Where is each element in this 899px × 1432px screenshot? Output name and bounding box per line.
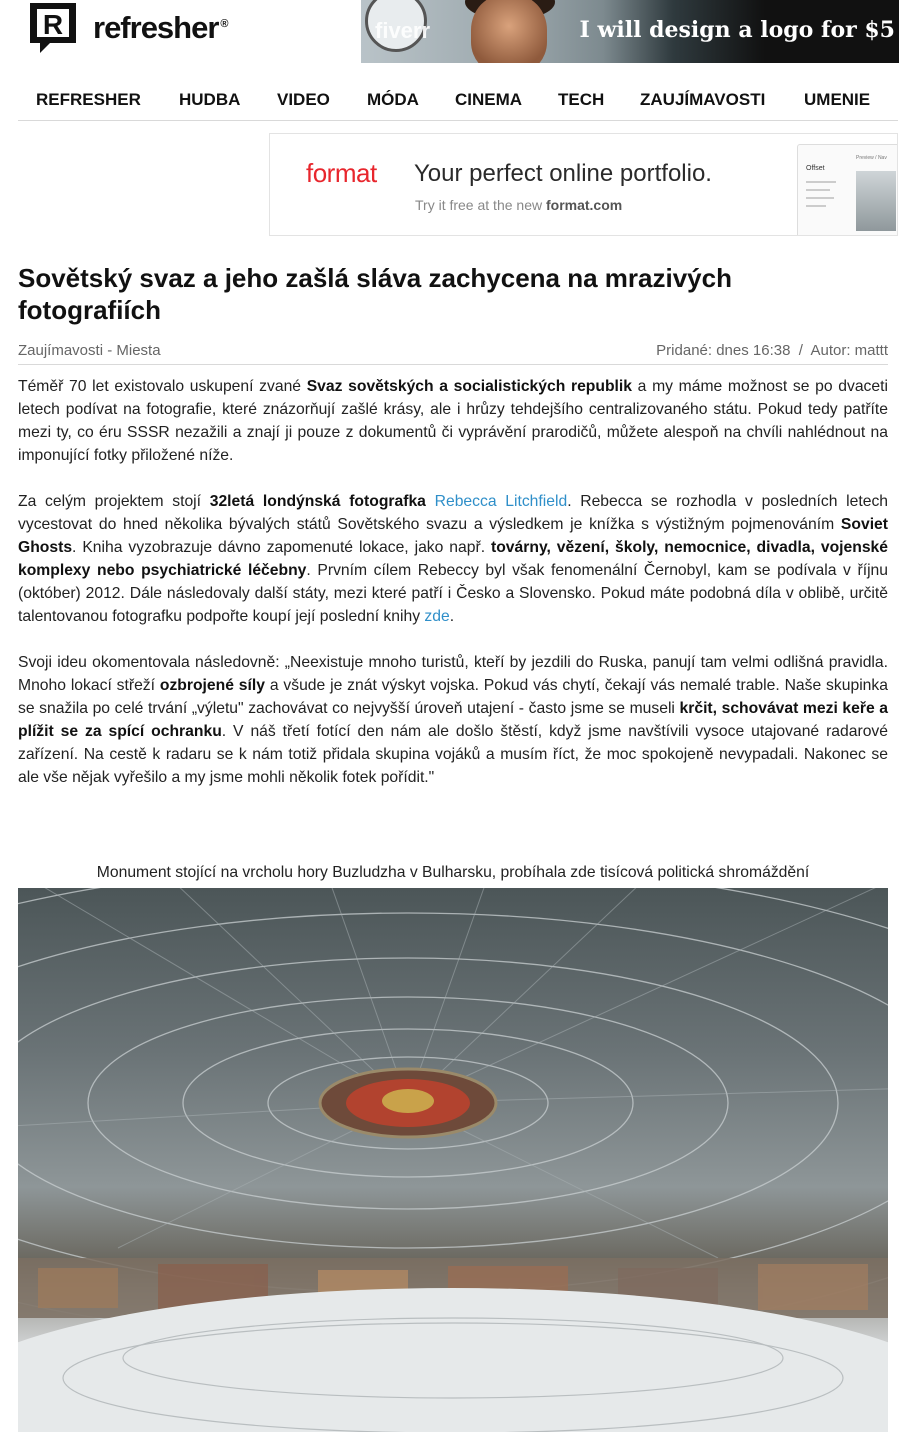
ad-headline: I will design a logo for $5 — [579, 17, 895, 43]
photo-caption: Monument stojící na vrcholu hory Buzludzha v Bulharsku, probíhala zde tisícová politická shromáždění — [96, 864, 810, 881]
format-ad-link[interactable]: format.com — [545, 197, 623, 213]
text: a my máme možnost se po dvaceti letech podívat na fotografie, které znázorňují zašlé krásy, ale i hrůzy tehdejšího centralizovaného státu. Pokud tedy patříte mezi ty, co éru SSSR nezažili a znají ji pouze z dokumentů či vyprávění prarodičů, můžete alespoň na chvíli nahlédnout na imponující fotky přiložené níže. — [18, 378, 888, 464]
bold-text: krčit, schovávat mezi keře a plížit se za spící ochranku — [18, 700, 888, 740]
mockup-photo — [856, 171, 896, 231]
nav-item-video[interactable]: VIDEO — [277, 90, 330, 109]
category-link[interactable]: Zaujímavosti — [18, 342, 104, 359]
text: Svoji ideu okomentovala následovně: „Neexistuje mnoho turistů, kteří by jezdili do Ruska, panují tam velmi odlišná pravidla. Mnoho lokací střeží — [18, 654, 888, 694]
bold-text: Soviet Ghosts — [18, 516, 888, 556]
mockup-line — [806, 181, 836, 183]
text: . V náš třetí fotící den nám ale došlo štěstí, když jsme navštívili vysoce utajované radarové zařízení. Na cestě k radaru se k nám totiž přidala skupina vojáků a musím říct, že moc spokojeně nevypadali. Nakonec se ale vše nějak vyřešilo a my jsme mohli několik fotek pořídit." — [18, 723, 888, 786]
format-ad-subtext — [415, 197, 622, 213]
text: . — [449, 608, 455, 625]
brand-name: refresher — [93, 10, 219, 45]
article-photo — [18, 888, 888, 1432]
main-nav — [18, 82, 898, 121]
nav-item-cinema[interactable]: CINEMA — [455, 90, 523, 109]
text: a všude je znát výskyt vojska. Pokud vás chytí, čekají vás nemalé trable. Naše skupinka se snažila po celé trvání „výletu" zachovávat co nejvyšší úroveň utajení - často jsme se museli — [18, 677, 888, 717]
photographer-link[interactable]: Rebecca Litchfield — [434, 493, 568, 510]
article-info — [656, 342, 888, 359]
paragraph-2 — [18, 490, 888, 628]
paragraph-1 — [18, 375, 888, 467]
paragraph-3 — [18, 651, 888, 789]
meta-separator: / — [790, 342, 811, 359]
bold-text: 32letá londýnská fotografka — [209, 493, 426, 510]
brand-registered-mark: ® — [220, 17, 228, 30]
book-link[interactable]: zde — [424, 608, 450, 625]
ad-brand: fiverr — [375, 18, 431, 43]
text: Téměř 70 let existovalo uskupení zvané — [18, 378, 307, 395]
buzludzha-dome-illustration — [18, 888, 888, 1432]
category-separator: - — [103, 342, 117, 359]
site-header — [0, 0, 899, 70]
subcategory-link[interactable]: Miesta — [116, 342, 161, 359]
refresher-logo-icon[interactable] — [28, 1, 78, 55]
added-date: Pridané: dnes 16:38 — [656, 342, 791, 359]
bold-text: továrny, vězení, školy, nemocnice, divadla, vojenské komplexy nebo psychiatrické léčebny — [18, 539, 889, 579]
nav-item-moda[interactable]: MÓDA — [367, 90, 419, 109]
bold-text: Svaz sovětských a socialistických republik — [306, 378, 632, 395]
top-banner-ad[interactable] — [361, 0, 899, 63]
format-banner-ad[interactable] — [269, 133, 898, 236]
brand-logo-text[interactable] — [93, 10, 228, 46]
nav-item-refresher[interactable]: REFRESHER — [36, 90, 141, 109]
author: Autor: mattt — [810, 342, 888, 359]
format-logo: format — [306, 158, 377, 188]
portfolio-mockup-image — [797, 144, 898, 236]
mockup-line — [806, 197, 834, 199]
nav-item-hudba[interactable]: HUDBA — [179, 90, 241, 109]
svg-text:R: R — [42, 9, 64, 40]
mockup-line — [806, 205, 826, 207]
text — [426, 493, 435, 510]
text: . Kniha vyzobrazuje dávno zapomenuté lokace, jako např. — [72, 539, 491, 556]
text: . Rebecca se rozhodla v posledních letech vycestovat do hned několika bývalých států Sovětského svazu a výsledkem je knížka s výstižným pojmenováním — [18, 493, 889, 533]
format-ad-headline: Your perfect online portfolio. — [414, 160, 712, 187]
text: . Prvním cílem Rebeccy byl však fenomenální Černobyl, kam se podívala v říjnu (október) 2012. Dále následovaly další státy, mezi které patří i Česko a Slovensko. Pokud máte podobná díla v oblibě, určitě talentovanou fotografku podpořte koupí její poslední knihy — [18, 562, 889, 625]
breadcrumb — [18, 342, 161, 359]
article-meta — [18, 340, 888, 365]
article-body — [18, 375, 888, 812]
ad-person-image — [471, 0, 547, 63]
format-ad-sub-prefix: Try it free at the new — [415, 197, 546, 213]
mockup-title: Offset — [806, 165, 825, 172]
mockup-tabs: Preview / Nav — [856, 155, 887, 161]
nav-item-umenie[interactable]: UMENIE — [804, 90, 871, 109]
mockup-line — [806, 189, 830, 191]
article-title: Sovětský svaz a jeho zašlá sláva zachycena na mrazivých fotografiích — [18, 263, 732, 325]
nav-item-tech[interactable]: TECH — [558, 90, 605, 109]
bold-text: ozbrojené síly — [159, 677, 265, 694]
text: Za celým projektem stojí — [18, 493, 210, 510]
nav-item-zaujimavosti[interactable]: ZAUJÍMAVOSTI — [640, 90, 766, 109]
